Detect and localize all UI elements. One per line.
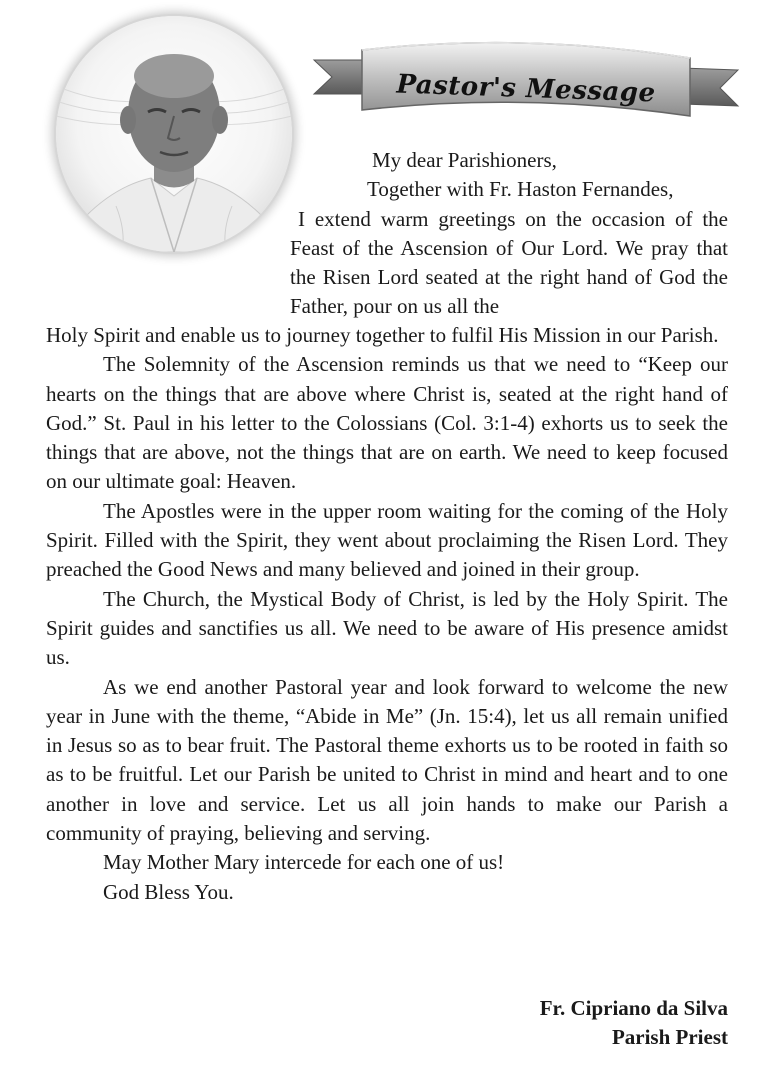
signature-title: Parish Priest: [611, 1025, 728, 1050]
signature-block: [540, 994, 728, 1053]
closing-prayer: May Mother Mary intercede for each one of us!: [103, 850, 505, 875]
pastors-message-banner: [310, 30, 742, 130]
paragraph-pastoral-year: As we end another Pastoral year and look forward to welcome the new year in June with the theme, “Abide in Me” (Jn. 15:4), let us all remain unified in Jesus so as to bear fruit. The Pastoral theme exhorts us to be rooted in faith so as to be fruitful. Let our Parish be united to Christ in mind and heart and to one another in love and service. Let us all join hands to make our Parish a community of praying, believing and serving.: [46, 674, 728, 846]
letter-opening: [290, 146, 728, 322]
letter-body: [46, 321, 728, 907]
together-line: Together with Fr. Haston Fernandes,: [367, 177, 674, 202]
lead-continuation: Holy Spirit and enable us to journey together to fulfil His Mission in our Parish.: [46, 323, 719, 347]
paragraph-ascension: The Solemnity of the Ascension reminds us that we need to “Keep our hearts on the things that are above where Christ is, seated at the right hand of God.” St. Paul in his letter to the Colossians (Col. 3:1-4) exhorts us to seek the things that are above, not the things that are on earth. We need to keep focused on our ultimate goal: Heaven.: [46, 352, 728, 494]
salutation: My dear Parishioners,: [372, 148, 557, 172]
closing-blessing: God Bless You.: [103, 879, 234, 904]
pastor-photo: [56, 16, 292, 252]
lead-paragraph: I extend warm greetings on the occasion of the Feast of the Ascension of Our Lord. We pray that the Risen Lord seated at the right hand of God the Father, pour on us all the: [290, 206, 728, 319]
signature-name: Fr. Cipriano da Silva: [539, 996, 728, 1020]
paragraph-apostles: The Apostles were in the upper room waiting for the coming of the Holy Spirit. Filled with the Spirit, they went about proclaiming the Risen Lord. They preached the Good News and many believed and joined in their group.: [46, 498, 728, 582]
banner-title: Pastor's Message: [395, 69, 657, 109]
paragraph-church: The Church, the Mystical Body of Christ, is led by the Holy Spirit. The Spirit guides and sanctifies us all. We need to be aware of His presence amidst us.: [46, 586, 728, 670]
